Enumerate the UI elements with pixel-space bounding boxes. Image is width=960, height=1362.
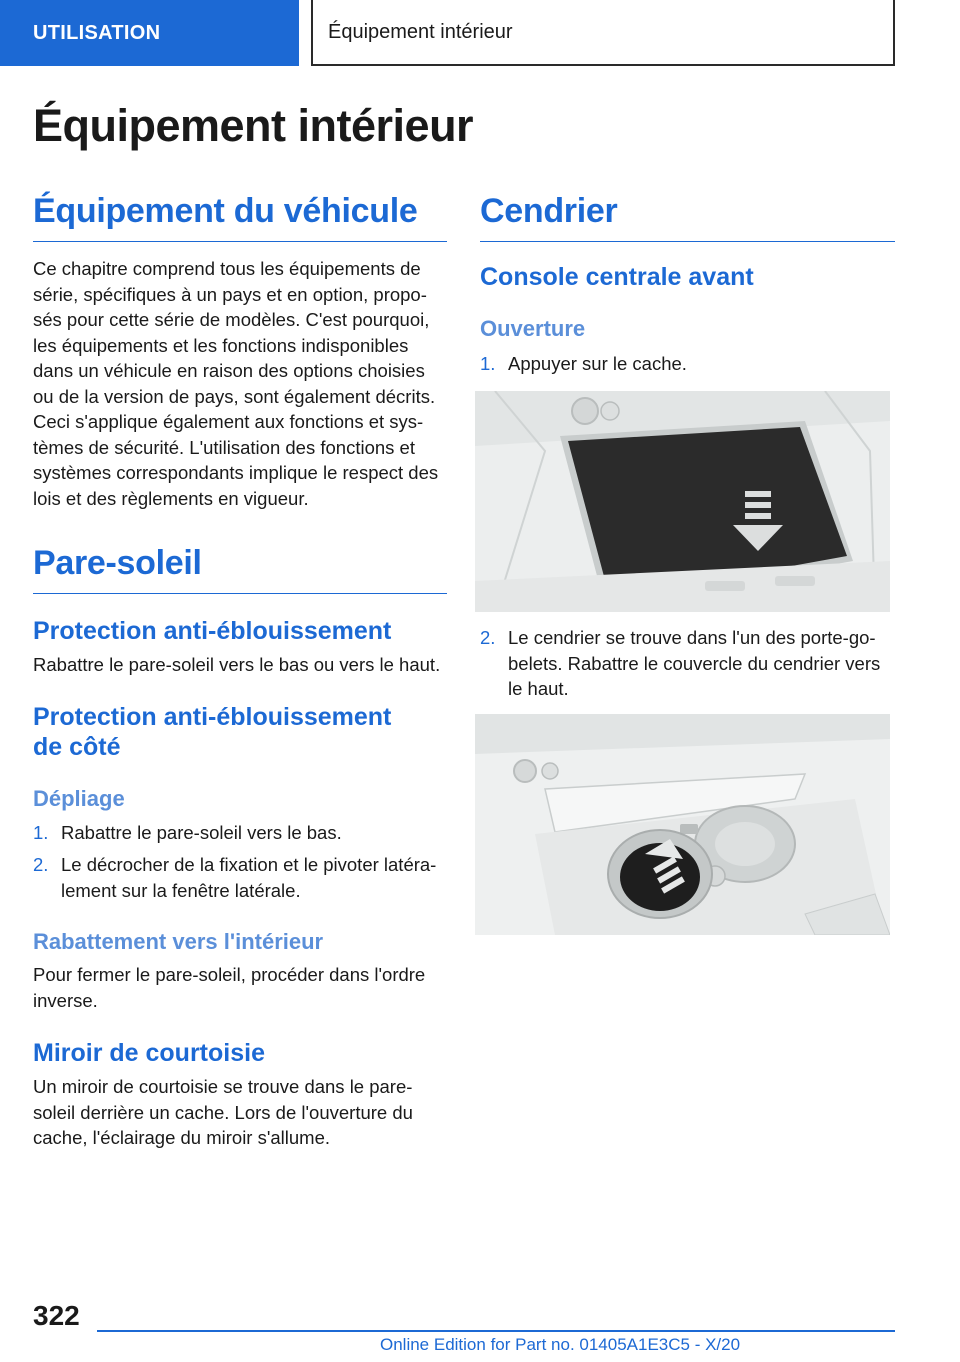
- step-number: 2.: [480, 627, 496, 648]
- heading-front-center-console: Console centrale avant: [480, 263, 754, 291]
- page-number: 322: [33, 1300, 80, 1331]
- heading-vehicle-equipment: Équipement du véhicule: [33, 192, 447, 242]
- folding-in-text: Pour fermer le pare-soleil, procéder dans l'ordre inverse.: [33, 964, 426, 1011]
- list-item: [33, 820, 447, 846]
- heading-sun-visor: Pare-soleil: [33, 544, 447, 594]
- console-cover-illustration: [475, 391, 890, 612]
- step-number: 2.: [33, 854, 49, 875]
- ashtray-cupholder-illustration: [475, 714, 890, 935]
- side-glare-heading-line1: Protection anti-éblouissement: [33, 703, 392, 731]
- step-number: 1.: [480, 353, 496, 374]
- heading-opening: Ouverture: [480, 316, 586, 341]
- heading-vanity-mirror: Miroir de courtoisie: [33, 1039, 265, 1067]
- heading-glare-protection: Protection anti-éblouissement: [33, 617, 392, 645]
- step-text: Le décrocher de la fixation et le pivoter latéra- lement sur la fenêtre latérale.: [61, 854, 437, 901]
- section-tab: UTILISATION: [0, 0, 299, 66]
- vehicle-equipment-text: Ce chapitre comprend tous les équipements de série, spécifiques à un pays et en option, propo- sés pour cette série de modèles. C'est pourquoi, les équipements et les fonctions indisponibles dans un véhicule en raison des options choisies ou de la version de pays, sont également décrits. Ceci s'applique également aux fonctions et sys- tèmes de sécurité. L'utilisation des fonctions et systèmes correspondants implique le respect des lois et des règlements en vigueur.: [33, 258, 439, 509]
- page-title: Équipement intérieur: [33, 100, 474, 151]
- list-item: [480, 351, 895, 377]
- heading-side-glare-protection: [33, 702, 391, 762]
- footer-divider: [97, 1330, 895, 1332]
- heading-unfolding: Dépliage: [33, 786, 125, 811]
- heading-ashtray: Cendrier: [480, 192, 895, 242]
- side-glare-heading-line2: de côté: [33, 733, 121, 761]
- glare-protection-text: Rabattre le pare-soleil vers le bas ou vers le haut.: [33, 654, 441, 675]
- heading-folding-in: Rabattement vers l'intérieur: [33, 929, 324, 954]
- step-number: 1.: [33, 822, 49, 843]
- step-text: Rabattre le pare-soleil vers le bas.: [61, 822, 342, 843]
- vanity-mirror-text: Un miroir de courtoisie se trouve dans le pare- soleil derrière un cache. Lors de l'ouverture du cache, l'éclairage du miroir s'allume.: [33, 1076, 413, 1148]
- list-item: [480, 625, 895, 702]
- chapter-title-box: Équipement intérieur: [311, 0, 895, 66]
- list-item: [33, 852, 447, 903]
- step-text: Appuyer sur le cache.: [508, 353, 687, 374]
- step-text: Le cendrier se trouve dans l'un des porte-go- belets. Rabattre le couvercle du cendrier vers le haut.: [508, 627, 881, 699]
- footer-edition: Online Edition for Part no. 01405A1E3C5 - X/20: [380, 1335, 741, 1354]
